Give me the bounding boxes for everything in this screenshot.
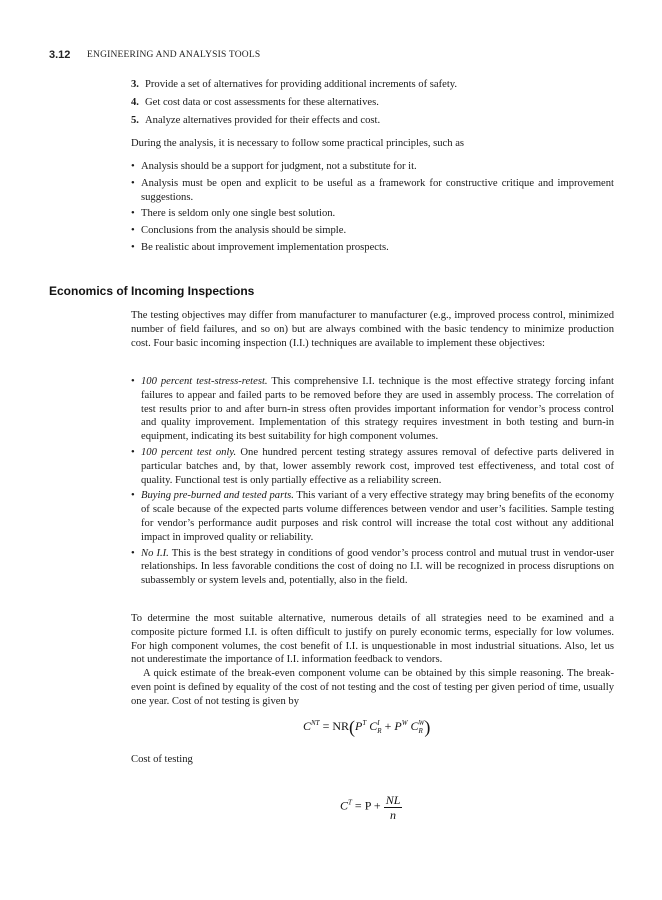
principles-list (131, 160, 614, 258)
bullet-icon: • (131, 177, 135, 189)
technique-term: No I.I. (141, 547, 169, 559)
formula-symbol: C (340, 798, 349, 813)
fraction-denominator: n (390, 808, 397, 822)
formula-fraction (384, 793, 403, 822)
formula-superscript: W (418, 719, 425, 728)
section-heading: Economics of Incoming Inspections (49, 284, 255, 298)
cost-of-testing-label: Cost of testing (131, 754, 193, 765)
bullet-icon: • (131, 241, 135, 253)
list-item (131, 241, 614, 255)
header-section-title: ENGINEERING AND ANALYSIS TOOLS (87, 50, 261, 60)
paren-left: ( (349, 717, 356, 737)
list-item (131, 78, 614, 92)
bullet-icon: • (131, 208, 135, 220)
technique-term: 100 percent test-stress-retest. (141, 376, 268, 387)
paragraph: A quick estimate of the break-even component volume can be obtained by this simple reasoning. The break-even point is defined by equality of the cost of not testing and the cost of testing per given period of time, usually one year. Cost of not testing is given by (131, 668, 614, 707)
list-number: 5. (131, 114, 139, 126)
formula-symbol: C (410, 719, 419, 733)
running-header (49, 49, 609, 63)
formula-symbol: C (369, 719, 378, 733)
bullet-icon: • (131, 547, 135, 559)
technique-term: 100 percent test only. (141, 446, 237, 458)
paragraph: To determine the most suitable alternative, numerous details of all strategies need to be examined and a composite picture formed I.I. is often difficult to justify on purely economic terms, especially for low volumes. For high component volumes, the cost benefit of I.I. is unquestionable in most industrial situations. Also, let us not underestimate the importance of I.I. information feedback to vendors. (131, 613, 614, 666)
bullet-icon: • (131, 161, 135, 172)
formula-cost-testing (340, 792, 402, 821)
technique-text: This comprehensive I.I. technique is the most effective strategy forcing infant failures to appear and failed parts to be removed before they are used in assembly process. The correlation of test results prior to and after burn-in stress often provides important information for vendor’s process control and quality improvement. Implementation of this strategy requires investment in both testing and burn-in equipment, indicating its best suitability for high component volumes. (141, 376, 614, 443)
formula-operator: = NR (319, 719, 350, 733)
formula-symbol: C (303, 719, 312, 733)
bullet-text: Analysis must be open and explicit to be useful as a framework for constructive critique and improvement suggestions. (141, 177, 614, 203)
technique-term: Buying pre-burned and tested parts. (141, 490, 294, 502)
technique-text: This is the best strategy in conditions of good vendor’s process control and mutual trust in vendor-user relationships. In less favorable conditions the cost of doing no I.I. will be recognized in process disruptions on subassembly or system levels and, potentially, also in the field. (141, 547, 614, 587)
list-item (131, 207, 614, 221)
formula-operator: + (381, 719, 395, 733)
bullet-text: There is seldom only one single best solution. (141, 208, 336, 220)
formula-symbol: P (355, 719, 363, 733)
list-text: Get cost data or cost assessments for these alternatives. (145, 96, 379, 108)
list-item (131, 224, 614, 238)
bullet-icon: • (131, 225, 135, 237)
paragraph: The testing objectives may differ from manufacturer to manufacturer (e.g., improved process control, minimized number of field failures, and so on) but are always combined with the basic tendency to minimize production cost. Four basic incoming inspection (I.I.) techniques are available to implement these objectives: (131, 310, 614, 349)
page-number: 3.12 (49, 49, 71, 61)
formula-subscript: R (418, 727, 423, 736)
formula-superscript: T (362, 719, 367, 727)
formula-superscript: W (401, 719, 408, 727)
bullet-text: Be realistic about improvement implementation prospects. (141, 241, 389, 253)
list-text: Provide a set of alternatives for providing additional increments of safety. (145, 79, 458, 90)
list-item (131, 96, 614, 110)
bullet-icon: • (131, 446, 135, 458)
list-number: 3. (131, 79, 139, 90)
bullet-text: Analysis should be a support for judgment, not a substitute for it. (141, 161, 417, 172)
technique-text: One hundred percent testing strategy assures removal of defective parts delivered in particular batches and, by that, lower assembly rework cost, improved test effectiveness, and total cost of quality. Functional test is only partially effective as a reliability screen. (141, 446, 614, 486)
formula-superscript: T (348, 798, 352, 807)
numbered-list (131, 78, 614, 131)
principles-intro: During the analysis, it is necessary to follow some practical principles, such as (131, 138, 465, 149)
bullet-icon: • (131, 376, 135, 387)
techniques-list (131, 375, 614, 590)
formula-superscript: NT (311, 719, 320, 727)
technique-text: This variant of a very effective strategy may bring benefits of the economy of scale because of the expected parts volume differences between vendor and user’s facilities. Sample testing for vendor’s performance audit purposes and risk control will increase the total cost without any additional impact in improved quality or reliability. (141, 490, 614, 543)
formula-operator: = P + (351, 798, 384, 813)
list-item (131, 446, 614, 487)
list-text: Analyze alternatives provided for their effects and cost. (145, 114, 381, 126)
formula-superscript: I (377, 719, 380, 728)
list-item (131, 547, 614, 588)
list-number: 4. (131, 96, 139, 108)
formula-cost-not-testing (303, 717, 430, 738)
list-item (131, 375, 614, 444)
bullet-text: Conclusions from the analysis should be simple. (141, 225, 347, 237)
formula-symbol: P (394, 719, 402, 733)
list-item (131, 160, 614, 174)
list-item (131, 489, 614, 544)
list-item (131, 114, 614, 128)
list-item (131, 177, 614, 205)
formula-subscript: R (377, 727, 382, 736)
fraction-numerator: NL (385, 793, 401, 807)
bullet-icon: • (131, 490, 135, 502)
paren-right: ) (424, 717, 431, 737)
